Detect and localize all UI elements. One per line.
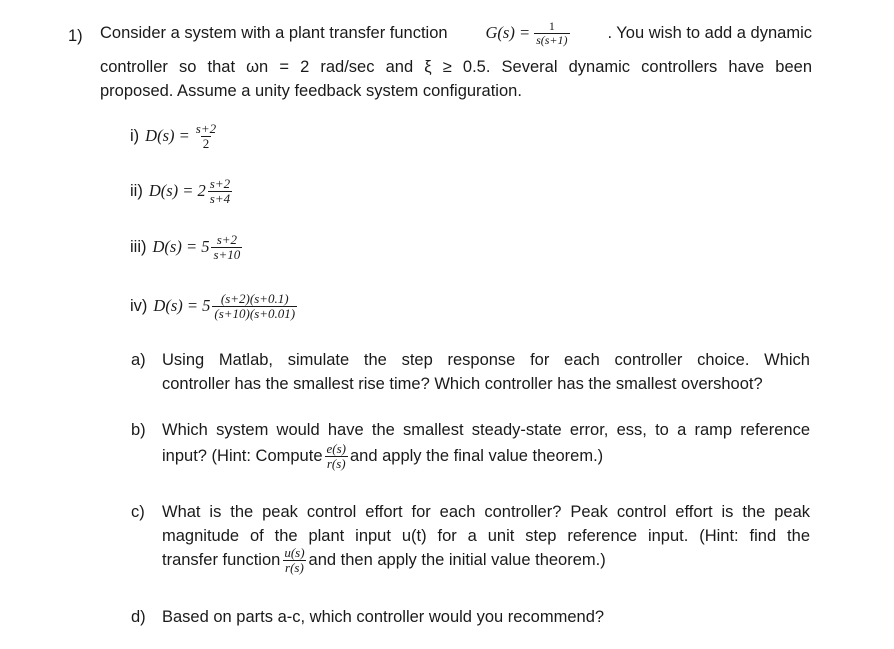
part-label: b) bbox=[131, 421, 146, 439]
part-b-numerator: e(s) bbox=[326, 441, 346, 456]
controller-label: iv) bbox=[130, 296, 148, 315]
controller-lhs: D(s) = bbox=[145, 126, 190, 146]
controller-fraction bbox=[211, 233, 242, 261]
part-b-line-2 bbox=[162, 442, 603, 470]
controller-numerator: s+2 bbox=[209, 176, 231, 191]
controller-lhs: D(s) = 5 bbox=[153, 296, 211, 316]
part-b-line-1: Which system would have the smallest steady-state error, ess, to a ramp reference bbox=[162, 421, 810, 439]
problem-line-3: proposed. Assume a unity feedback system configuration. bbox=[100, 82, 522, 100]
part-b-line-2-tail: and apply the final value theorem.) bbox=[350, 446, 604, 465]
problem-number: 1) bbox=[68, 27, 83, 45]
controller-denominator: (s+10)(s+0.01) bbox=[214, 305, 296, 321]
part-label: c) bbox=[131, 503, 145, 521]
controller-denominator: 2 bbox=[202, 135, 210, 151]
part-c-fraction bbox=[282, 546, 306, 574]
controller-fraction bbox=[194, 122, 218, 150]
part-c-denominator: r(s) bbox=[285, 559, 304, 575]
problem-line-2: controller so that ωn = 2 rad/sec and ξ ≥ 0.5. Several dynamic controllers have been bbox=[100, 58, 812, 76]
controller-label: i) bbox=[130, 126, 140, 145]
part-c-line-1: What is the peak control effort for each controller? Peak control effort is the peak bbox=[162, 503, 810, 521]
part-a-line-2: controller has the smallest rise time? Which controller has the smallest overshoot? bbox=[162, 375, 763, 393]
controller-denominator: s+10 bbox=[213, 246, 241, 262]
plant-fraction bbox=[534, 20, 569, 46]
problem-line-1-text: Consider a system with a plant transfer function bbox=[100, 23, 448, 42]
controller-fraction bbox=[212, 292, 297, 320]
part-c-line-3-tail: and then apply the initial value theorem.) bbox=[308, 550, 606, 569]
part-b-denominator: r(s) bbox=[326, 455, 346, 471]
part-b-fraction bbox=[325, 442, 349, 470]
plant-lhs: G(s) = bbox=[485, 23, 531, 43]
controller-item bbox=[130, 122, 218, 150]
controller-fraction bbox=[208, 177, 232, 205]
part-c-numerator: u(s) bbox=[284, 545, 305, 560]
problem-line-1 bbox=[100, 20, 812, 46]
plant-denominator: s(s+1) bbox=[536, 32, 568, 47]
part-b-line-2-text: input? (Hint: Compute bbox=[162, 446, 323, 465]
part-d-line-1: Based on parts a-c, which controller would you recommend? bbox=[162, 608, 605, 626]
controller-lhs: D(s) = 2 bbox=[148, 181, 206, 201]
part-label: a) bbox=[131, 351, 146, 369]
plant-numerator: 1 bbox=[548, 19, 555, 33]
controller-label: iii) bbox=[130, 237, 147, 256]
controller-lhs: D(s) = 5 bbox=[152, 237, 210, 257]
controller-item bbox=[130, 292, 297, 320]
controller-numerator: s+2 bbox=[216, 232, 238, 247]
part-c-line-2: magnitude of the plant input u(t) for a unit step reference input. (Hint: find the bbox=[162, 527, 810, 545]
controller-numerator: s+2 bbox=[195, 121, 217, 136]
controller-numerator: (s+2)(s+0.1) bbox=[220, 291, 289, 306]
part-c-line-3-text: transfer function bbox=[162, 550, 281, 569]
controller-label: ii) bbox=[130, 181, 143, 200]
part-label: d) bbox=[131, 608, 146, 626]
problem-line-1-tail: . You wish to add a dynamic bbox=[607, 23, 812, 42]
part-a-line-1: Using Matlab, simulate the step response for each controller choice. Which bbox=[162, 351, 810, 369]
controller-item bbox=[130, 233, 242, 261]
controller-item bbox=[130, 177, 232, 205]
plant-tf bbox=[486, 20, 570, 46]
part-c-line-3 bbox=[162, 546, 606, 574]
controller-denominator: s+4 bbox=[209, 190, 231, 206]
